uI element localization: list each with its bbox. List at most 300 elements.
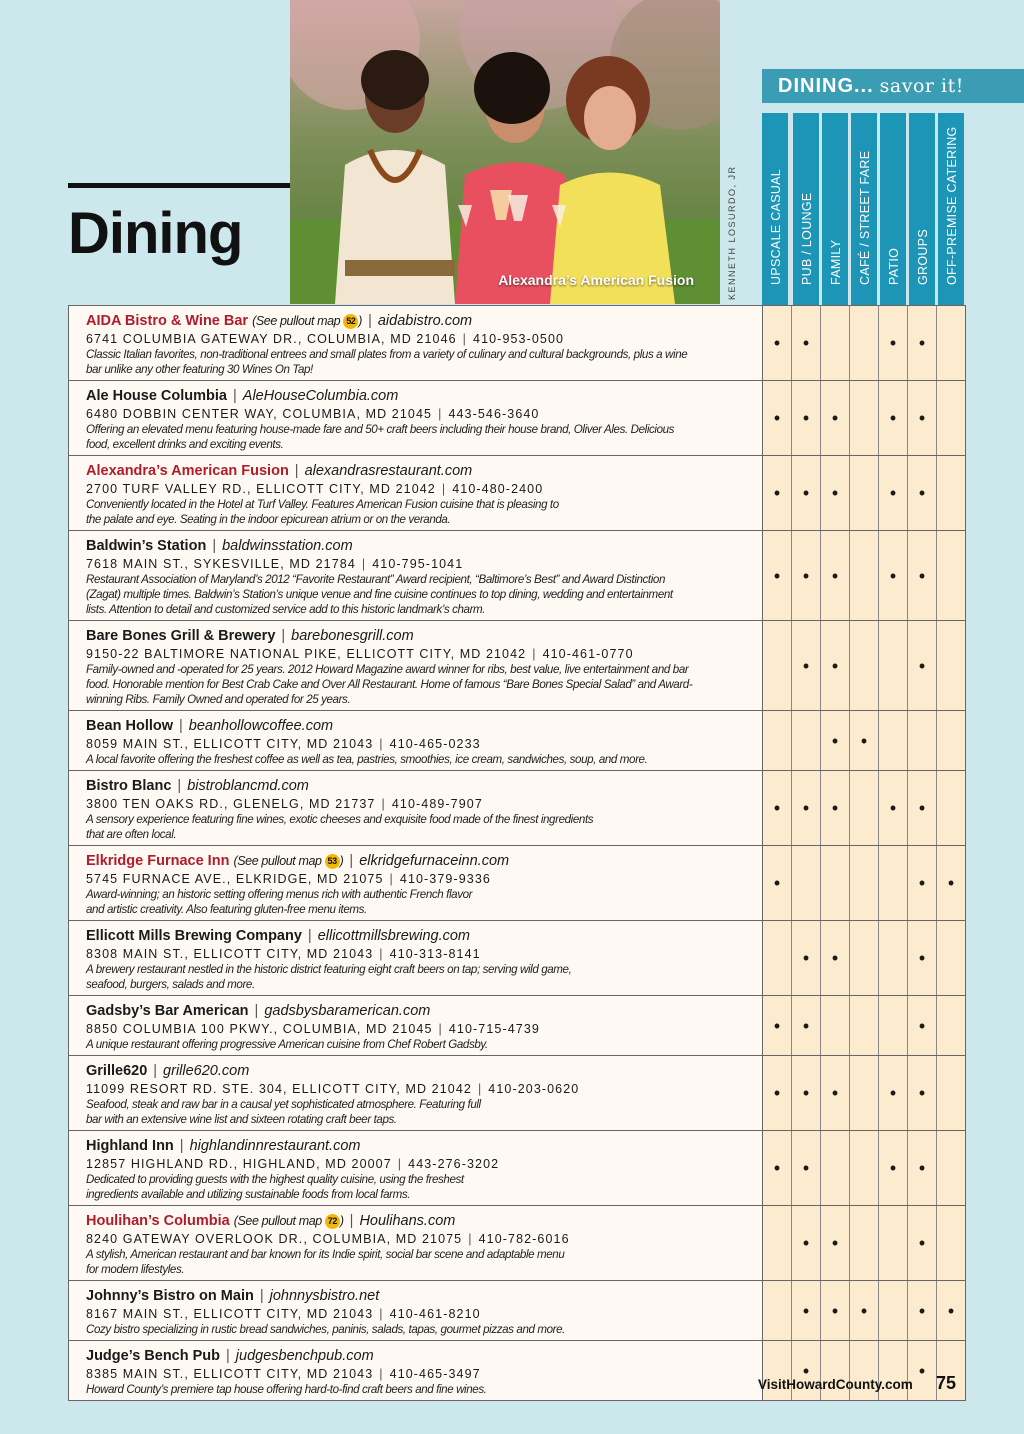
category-mark-2: •	[791, 921, 820, 995]
category-mark-6: •	[907, 1281, 936, 1340]
category-mark-1: •	[762, 381, 791, 455]
category-mark-2: •	[791, 1056, 820, 1130]
restaurant-address: 8308 MAIN ST., ELLICOTT CITY, MD 21043	[86, 947, 374, 961]
column-header	[762, 113, 788, 305]
name-line	[86, 718, 754, 735]
restaurant-address: 6741 COLUMBIA GATEWAY DR., COLUMBIA, MD 21046	[86, 332, 457, 346]
restaurant-phone: 410-465-0233	[389, 737, 481, 751]
category-mark-5: •	[878, 381, 907, 455]
restaurant-info	[69, 456, 762, 530]
separator: |	[532, 647, 537, 661]
category-mark-3	[820, 1131, 849, 1205]
address-line	[86, 646, 754, 662]
separator: |	[368, 313, 372, 329]
separator: |	[379, 947, 384, 961]
name-line	[86, 778, 754, 795]
category-mark-5	[878, 1281, 907, 1340]
restaurant-description: A brewery restaurant nestled in the historic district featuring eight craft beers on tap; serving wild game,	[86, 963, 572, 976]
restaurant-website[interactable]: judgesbenchpub.com	[235, 1348, 374, 1364]
separator: |	[397, 1157, 403, 1171]
restaurant-description: A local favorite offering the freshest coffee as well as tea, pastries, smoothies, ice cream, sandwiches, soup, and more.	[86, 753, 648, 766]
separator: |	[254, 1003, 259, 1019]
restaurant-description: ingredients available and utilizing sustainable foods from local farms.	[86, 1188, 411, 1201]
category-cells	[762, 711, 965, 770]
separator: |	[281, 628, 286, 644]
separator: |	[462, 332, 468, 346]
name-line	[86, 1138, 754, 1155]
restaurant-phone: 443-546-3640	[448, 407, 540, 421]
map-note-suffix: )	[339, 854, 344, 868]
category-cells	[762, 621, 965, 710]
name-line	[86, 853, 754, 870]
restaurant-info	[69, 771, 762, 845]
category-mark-6: •	[907, 1131, 936, 1205]
category-cells	[762, 531, 965, 620]
name-line	[86, 1213, 754, 1230]
column-header	[909, 113, 935, 305]
column-header	[880, 113, 906, 305]
restaurant-description: that are often local.	[86, 828, 177, 841]
separator: |	[379, 1307, 384, 1321]
restaurant-address: 7618 MAIN ST., SYKESVILLE, MD 21784	[86, 557, 356, 571]
category-mark-2: •	[791, 381, 820, 455]
restaurant-website[interactable]: ellicottmillsbrewing.com	[317, 928, 470, 944]
restaurant-website[interactable]: alexandrasrestaurant.com	[304, 463, 473, 479]
separator: |	[438, 407, 443, 421]
address-line	[86, 1081, 754, 1097]
restaurant-description: winning Ribs. Family Owned and operated for 25 years.	[86, 693, 351, 706]
restaurant-description: bar unlike any other featuring 30 Wines On Tap!	[86, 363, 313, 376]
restaurant-address: 8385 MAIN ST., ELLICOTT CITY, MD 21043	[86, 1367, 374, 1381]
separator: |	[177, 778, 182, 794]
category-mark-4	[849, 621, 878, 710]
category-mark-3: •	[820, 771, 849, 845]
address-line	[86, 1156, 754, 1172]
category-mark-3	[820, 306, 849, 380]
restaurant-address: 8167 MAIN ST., ELLICOTT CITY, MD 21043	[86, 1307, 374, 1321]
restaurant-table	[68, 305, 966, 1401]
category-cells	[762, 1281, 965, 1340]
category-mark-7	[936, 531, 965, 620]
restaurant-website[interactable]: AleHouseColumbia.com	[242, 388, 399, 404]
table-row	[69, 770, 965, 845]
address-line	[86, 871, 754, 887]
category-mark-2: •	[791, 306, 820, 380]
column-header-label: OFF-PREMISE CATERING	[945, 126, 959, 285]
category-mark-2: •	[791, 1131, 820, 1205]
restaurant-website[interactable]: beanhollowcoffee.com	[188, 718, 334, 734]
map-note	[233, 854, 343, 868]
category-mark-2: •	[791, 456, 820, 530]
category-cells	[762, 771, 965, 845]
category-mark-7	[936, 996, 965, 1055]
category-mark-1	[762, 621, 791, 710]
table-row	[69, 995, 965, 1055]
dining-banner	[762, 69, 1024, 103]
address-line	[86, 1306, 754, 1322]
restaurant-website[interactable]: johnnysbistro.net	[269, 1288, 380, 1304]
category-mark-6: •	[907, 1341, 936, 1400]
separator: |	[379, 737, 384, 751]
map-note-suffix: )	[339, 1214, 344, 1228]
separator: |	[389, 872, 394, 886]
name-line	[86, 313, 754, 330]
map-badge: 53	[325, 854, 340, 869]
restaurant-info	[69, 1056, 762, 1130]
restaurant-info	[69, 306, 762, 380]
category-mark-4	[849, 1131, 878, 1205]
restaurant-name: Baldwin’s Station	[86, 538, 207, 554]
category-mark-5	[878, 621, 907, 710]
category-mark-1: •	[762, 1056, 791, 1130]
category-mark-2: •	[791, 1206, 820, 1280]
separator: |	[441, 482, 447, 496]
separator: |	[361, 557, 367, 571]
category-cells	[762, 1131, 965, 1205]
map-note	[252, 314, 362, 328]
category-mark-1	[762, 711, 791, 770]
map-badge: 72	[325, 1214, 340, 1229]
address-line	[86, 736, 754, 752]
category-mark-7	[936, 621, 965, 710]
category-cells	[762, 996, 965, 1055]
category-mark-5: •	[878, 306, 907, 380]
category-cells	[762, 1056, 965, 1130]
category-mark-1	[762, 1206, 791, 1280]
column-header	[793, 113, 819, 305]
map-note	[234, 1214, 344, 1228]
restaurant-phone: 410-715-4739	[448, 1022, 540, 1036]
table-row	[69, 1130, 965, 1205]
table-row	[69, 920, 965, 995]
name-line	[86, 1348, 754, 1365]
restaurant-phone: 410-461-0770	[542, 647, 634, 661]
column-header-label: CAFÉ / STREET FARE	[858, 150, 872, 285]
category-mark-3: •	[820, 621, 849, 710]
separator: |	[349, 853, 354, 869]
category-mark-3	[820, 996, 849, 1055]
photo-illustration	[290, 0, 720, 304]
restaurant-address: 6480 DOBBIN CENTER WAY, COLUMBIA, MD 21045	[86, 407, 433, 421]
restaurant-description: Seafood, steak and raw bar in a causal yet sophisticated atmosphere. Featuring full	[86, 1098, 481, 1111]
name-line	[86, 388, 754, 405]
restaurant-website[interactable]: elkridgefurnaceinn.com	[359, 853, 510, 869]
restaurant-description: lists. Attention to detail and customized service add to this historic landmark’s charm.	[86, 603, 486, 616]
column-header	[851, 113, 877, 305]
address-line	[86, 796, 754, 812]
restaurant-name: Gadsby’s Bar American	[86, 1003, 249, 1019]
name-line	[86, 538, 754, 555]
table-row	[69, 1055, 965, 1130]
restaurant-address: 8059 MAIN ST., ELLICOTT CITY, MD 21043	[86, 737, 374, 751]
restaurant-address: 2700 TURF VALLEY RD., ELLICOTT CITY, MD 21042	[86, 482, 436, 496]
restaurant-name: AIDA Bistro & Wine Bar	[86, 313, 249, 329]
category-cells	[762, 846, 965, 920]
banner-bold: DINING...	[778, 74, 874, 97]
restaurant-info	[69, 381, 762, 455]
category-mark-1: •	[762, 456, 791, 530]
category-mark-5	[878, 996, 907, 1055]
category-mark-3: •	[820, 381, 849, 455]
restaurant-name: Grille620	[86, 1063, 148, 1079]
map-note-prefix: (See pullout map	[233, 854, 325, 868]
restaurant-website[interactable]: Houlihans.com	[359, 1213, 456, 1229]
restaurant-phone: 410-203-0620	[488, 1082, 580, 1096]
restaurant-description: A stylish, American restaurant and bar known for its Indie spirit, social bar scene and adaptable menu	[86, 1248, 565, 1261]
category-mark-6: •	[907, 771, 936, 845]
restaurant-phone: 410-465-3497	[389, 1367, 481, 1381]
restaurant-phone: 410-782-6016	[478, 1232, 570, 1246]
address-line	[86, 481, 754, 497]
category-mark-3: •	[820, 921, 849, 995]
category-mark-6: •	[907, 921, 936, 995]
category-mark-1: •	[762, 531, 791, 620]
restaurant-phone: 410-480-2400	[452, 482, 544, 496]
category-mark-7	[936, 921, 965, 995]
table-row	[69, 306, 965, 380]
restaurant-phone: 410-795-1041	[372, 557, 464, 571]
restaurant-website[interactable]: barebonesgrill.com	[291, 628, 414, 644]
category-mark-3: •	[820, 456, 849, 530]
separator: |	[468, 1232, 473, 1246]
category-mark-4: •	[849, 1281, 878, 1340]
address-line	[86, 1231, 754, 1247]
category-mark-3: •	[820, 1056, 849, 1130]
address-line	[86, 331, 754, 347]
table-row	[69, 710, 965, 770]
category-cells	[762, 381, 965, 455]
restaurant-name: Bean Hollow	[86, 718, 174, 734]
section-title: Dining	[68, 201, 243, 266]
separator: |	[438, 1022, 443, 1036]
category-mark-6: •	[907, 621, 936, 710]
restaurant-description: Restaurant Association of Maryland’s 2012 “Favorite Restaurant” Award recipient, “Baltimore’s Best” and Award Distinction	[86, 573, 666, 586]
restaurant-description: Classic Italian favorites, non-traditional entrees and small plates from a variety of culinary and cultural backgrounds, plus a wine	[86, 348, 688, 361]
footer-website[interactable]: VisitHowardCounty.com	[758, 1377, 913, 1392]
category-mark-7	[936, 771, 965, 845]
category-mark-4	[849, 1206, 878, 1280]
column-header-label: UPSCALE CASUAL	[769, 168, 783, 285]
column-header	[822, 113, 848, 305]
category-mark-2: •	[791, 531, 820, 620]
restaurant-description: Cozy bistro specializing in rustic bread sandwiches, paninis, salads, tapas, gourmet pizzas and more.	[86, 1323, 565, 1336]
map-note-suffix: )	[358, 314, 363, 328]
restaurant-website[interactable]: baldwinsstation.com	[222, 538, 353, 554]
restaurant-info	[69, 1341, 762, 1400]
restaurant-description: food, excellent drinks and exciting events.	[86, 438, 284, 451]
category-mark-5	[878, 921, 907, 995]
separator: |	[179, 718, 183, 734]
separator: |	[212, 538, 217, 554]
restaurant-info	[69, 621, 762, 710]
map-note-prefix: (See pullout map	[233, 1214, 325, 1228]
category-mark-4: •	[849, 711, 878, 770]
restaurant-description: Award-winning; an historic setting offering menus rich with authentic French flavor	[86, 888, 473, 901]
category-cells	[762, 921, 965, 995]
restaurant-name: Houlihan’s Columbia	[86, 1213, 230, 1229]
category-mark-1: •	[762, 846, 791, 920]
table-row	[69, 380, 965, 455]
title-rule	[68, 183, 290, 188]
category-mark-7: •	[936, 846, 965, 920]
category-mark-1: •	[762, 771, 791, 845]
separator: |	[307, 928, 312, 944]
category-mark-1	[762, 921, 791, 995]
separator: |	[153, 1063, 158, 1079]
name-line	[86, 628, 754, 645]
column-header-label: FAMILY	[829, 239, 843, 285]
restaurant-info	[69, 711, 762, 770]
category-mark-2	[791, 711, 820, 770]
banner-tagline: savor it!	[879, 75, 964, 97]
restaurant-name: Highland Inn	[86, 1138, 174, 1154]
column-header-label: PUB / LOUNGE	[800, 192, 814, 285]
category-mark-6: •	[907, 996, 936, 1055]
restaurant-description: Family-owned and -operated for 25 years. 2012 Howard Magazine award winner for ribs, best value, live entertainment and bar	[86, 663, 689, 676]
restaurant-name: Ellicott Mills Brewing Company	[86, 928, 302, 944]
restaurant-phone: 410-313-8141	[389, 947, 481, 961]
address-line	[86, 556, 754, 572]
category-mark-4	[849, 846, 878, 920]
separator: |	[379, 1367, 384, 1381]
category-mark-5	[878, 711, 907, 770]
separator: |	[259, 1288, 264, 1304]
restaurant-website[interactable]: aidabistro.com	[377, 313, 473, 329]
separator: |	[179, 1138, 184, 1154]
table-row	[69, 1205, 965, 1280]
name-line	[86, 1288, 754, 1305]
category-mark-6: •	[907, 456, 936, 530]
category-mark-1: •	[762, 996, 791, 1055]
address-line	[86, 406, 754, 422]
table-row	[69, 455, 965, 530]
restaurant-info	[69, 846, 762, 920]
photo-credit: KENNETH LOSURDO, JR	[727, 165, 737, 300]
separator: |	[477, 1082, 483, 1096]
category-mark-7	[936, 1131, 965, 1205]
map-note-prefix: (See pullout map	[252, 314, 344, 328]
restaurant-address: 8850 COLUMBIA 100 PKWY., COLUMBIA, MD 21045	[86, 1022, 433, 1036]
page-number: 75	[936, 1373, 957, 1393]
restaurant-info	[69, 921, 762, 995]
category-mark-6: •	[907, 531, 936, 620]
category-mark-7	[936, 1056, 965, 1130]
category-mark-7	[936, 711, 965, 770]
restaurant-name: Johnny’s Bistro on Main	[86, 1288, 254, 1304]
separator: |	[349, 1213, 354, 1229]
category-mark-4	[849, 996, 878, 1055]
restaurant-phone: 410-461-8210	[389, 1307, 481, 1321]
photo-caption: Alexandra’s American Fusion	[498, 272, 694, 288]
category-mark-2: •	[791, 621, 820, 710]
name-line	[86, 1003, 754, 1020]
category-mark-7	[936, 456, 965, 530]
restaurant-address: 12857 HIGHLAND RD., HIGHLAND, MD 20007	[86, 1157, 392, 1171]
restaurant-phone: 410-489-7907	[391, 797, 483, 811]
category-mark-3: •	[820, 531, 849, 620]
category-mark-2: •	[791, 771, 820, 845]
category-cells	[762, 306, 965, 380]
category-mark-3: •	[820, 711, 849, 770]
name-line	[86, 1063, 754, 1080]
category-mark-4	[849, 921, 878, 995]
restaurant-description: Conveniently located in the Hotel at Turf Valley. Features American Fusion cuisine that is pleasing to	[86, 498, 559, 511]
category-mark-7	[936, 381, 965, 455]
category-mark-5: •	[878, 1131, 907, 1205]
category-mark-4	[849, 1056, 878, 1130]
restaurant-address: 5745 FURNACE AVE., ELKRIDGE, MD 21075	[86, 872, 384, 886]
restaurant-info	[69, 1281, 762, 1340]
restaurant-website[interactable]: gadsbysbaramerican.com	[264, 1003, 431, 1019]
category-mark-5: •	[878, 456, 907, 530]
column-header-label: GROUPS	[916, 229, 930, 285]
table-row	[69, 530, 965, 620]
separator: |	[233, 388, 237, 404]
restaurant-description: the palate and eye. Seating in the indoor epicurean atrium or on the veranda.	[86, 513, 451, 526]
restaurant-name: Bistro Blanc	[86, 778, 172, 794]
category-mark-4	[849, 306, 878, 380]
category-mark-7: •	[936, 1281, 965, 1340]
category-mark-2	[791, 846, 820, 920]
restaurant-website[interactable]: bistroblancmd.com	[187, 778, 309, 794]
restaurant-description: Dedicated to providing guests with the highest quality cuisine, using the freshest	[86, 1173, 464, 1186]
category-mark-5	[878, 1206, 907, 1280]
restaurant-description: food. Honorable mention for Best Crab Cake and Over All Restaurant. Home of famous “Bare Bones Special Salad” and Award-	[86, 678, 693, 691]
restaurant-name: Ale House Columbia	[86, 388, 227, 404]
category-mark-3: •	[820, 1206, 849, 1280]
address-line	[86, 946, 754, 962]
restaurant-phone: 443-276-3202	[408, 1157, 500, 1171]
category-mark-7	[936, 306, 965, 380]
restaurant-description: A sensory experience featuring fine wines, exotic cheeses and exquisite food made of the finest ingredients	[86, 813, 594, 826]
category-mark-6: •	[907, 306, 936, 380]
restaurant-description: (Zagat) multiple times. Baldwin’s Station’s unique venue and fine cuisine continues to top dining, wedding and entertainment	[86, 588, 673, 601]
separator: |	[294, 463, 299, 479]
address-line	[86, 1366, 754, 1382]
restaurant-description: seafood, burgers, salads and more.	[86, 978, 255, 991]
restaurant-description: Offering an elevated menu featuring house-made fare and 50+ craft beers including their house brand, Oliver Ales. Delicious	[86, 423, 675, 436]
table-row	[69, 1280, 965, 1340]
restaurant-name: Judge’s Bench Pub	[86, 1348, 221, 1364]
separator: |	[226, 1348, 230, 1364]
restaurant-website[interactable]: highlandinnrestaurant.com	[189, 1138, 361, 1154]
hero-photo	[290, 0, 720, 304]
restaurant-phone: 410-953-0500	[473, 332, 565, 346]
category-cells	[762, 456, 965, 530]
table-row	[69, 620, 965, 710]
category-mark-6	[907, 711, 936, 770]
name-line	[86, 463, 754, 480]
restaurant-description: A unique restaurant offering progressive American cuisine from Chef Robert Gadsby.	[86, 1038, 488, 1051]
category-mark-2: •	[791, 1341, 820, 1400]
category-mark-4	[849, 456, 878, 530]
category-mark-1: •	[762, 306, 791, 380]
restaurant-info	[69, 531, 762, 620]
category-mark-4	[849, 531, 878, 620]
restaurant-address: 3800 TEN OAKS RD., GLENELG, MD 21737	[86, 797, 376, 811]
column-header-label: PATIO	[887, 247, 901, 285]
category-mark-6: •	[907, 1056, 936, 1130]
category-mark-6: •	[907, 381, 936, 455]
category-mark-5	[878, 846, 907, 920]
restaurant-name: Alexandra’s American Fusion	[86, 463, 289, 479]
category-mark-1	[762, 1281, 791, 1340]
name-line	[86, 928, 754, 945]
category-mark-1: •	[762, 1131, 791, 1205]
restaurant-website[interactable]: grille620.com	[163, 1063, 250, 1079]
category-mark-5: •	[878, 771, 907, 845]
restaurant-name: Bare Bones Grill & Brewery	[86, 628, 276, 644]
